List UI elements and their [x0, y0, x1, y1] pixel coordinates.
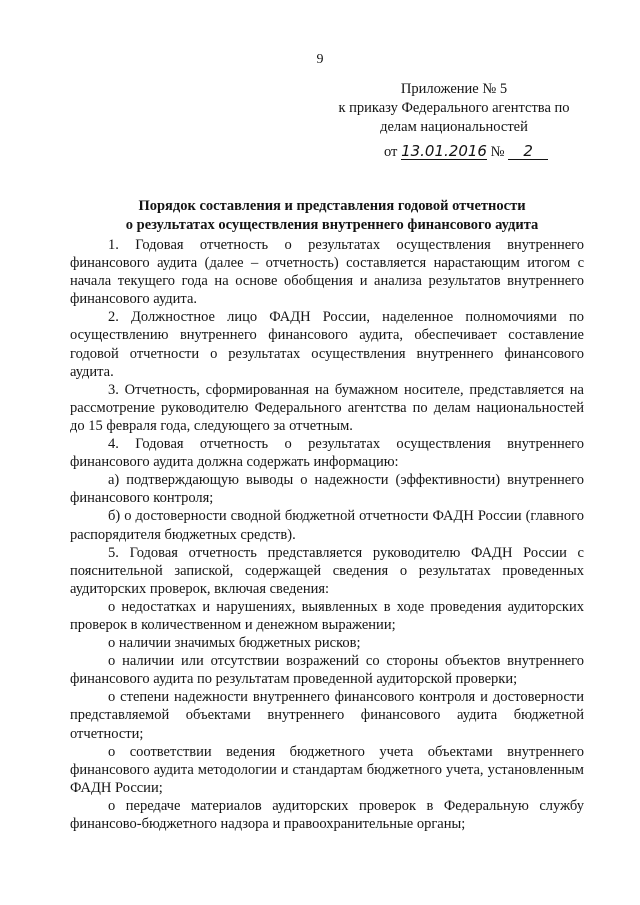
- paragraph: 5. Годовая отчетность представляется руководителю ФАДН России с пояснительной запиской, содержащей сведения о результатах проведенных аудиторских проверок, включая сведения:: [70, 544, 584, 597]
- list-item: о наличии или отсутствии возражений со стороны объектов внутреннего финансового аудита по результатам проведенной аудиторской проверки;: [70, 653, 584, 688]
- title-line-2: о результатах осуществления внутреннего финансового аудита: [125, 217, 539, 233]
- paragraph: 1. Годовая отчетность о результатах осуществления внутреннего финансового аудита (далее – отчетность) составляется нарастающим итогом с начала текущего года на основе обобщения и анализа результатов внутреннего финансового аудита.: [70, 237, 584, 308]
- appendix-header: [324, 80, 584, 137]
- list-item: б) о достоверности сводной бюджетной отчетности ФАДН России (главного распорядителя бюджетных средств).: [70, 508, 584, 543]
- order-date-line: [384, 143, 584, 161]
- handwritten-number: 2: [508, 143, 548, 160]
- document-title: [70, 197, 594, 235]
- title-line-1: Порядок составления и представления годовой отчетности: [138, 198, 526, 214]
- list-item: о соответствии ведения бюджетного учета объектами внутреннего финансового аудита методологии и стандартам бюджетного учета, установленным ФАДН России;: [70, 743, 584, 796]
- appendix-label: Приложение № 5: [400, 81, 508, 97]
- document-body: [70, 236, 584, 833]
- list-item: о наличии значимых бюджетных рисков;: [108, 635, 361, 652]
- appendix-agency: делам национальностей: [380, 119, 528, 135]
- date-prefix: от: [384, 144, 398, 160]
- handwritten-date: 13.01.2016: [401, 142, 487, 160]
- paragraph: 2. Должностное лицо ФАДН России, наделенное полномочиями по осуществлению внутреннего финансового аудита, обеспечивает составление годовой отчетности о результатах осуществления внутреннего финансового аудита.: [70, 309, 584, 380]
- list-item: а) подтверждающую выводы о надежности (эффективности) внутреннего финансового контроля;: [70, 472, 584, 507]
- list-item: о степени надежности внутреннего финансового контроля и достоверности представляемой объектами внутреннего финансового аудита бюджетной отчетности;: [70, 689, 584, 742]
- list-item: о передаче материалов аудиторских проверок в Федеральную службу финансово-бюджетного надзора и правоохранительные органы;: [70, 797, 584, 832]
- paragraph: 3. Отчетность, сформированная на бумажном носителе, представляется на рассмотрение руководителю Федерального агентства по делам национальностей до 15 февраля года, следующего за отчетным.: [70, 381, 584, 434]
- paragraph: 4. Годовая отчетность о результатах осуществления внутреннего финансового аудита должна содержать информацию:: [70, 436, 584, 471]
- number-sign: №: [490, 144, 505, 160]
- list-item: о недостатках и нарушениях, выявленных в ходе проведения аудиторских проверок в количественном и денежном выражении;: [70, 598, 584, 633]
- page-number: 9: [316, 52, 324, 67]
- appendix-order-ref: к приказу Федерального агентства по: [338, 100, 570, 116]
